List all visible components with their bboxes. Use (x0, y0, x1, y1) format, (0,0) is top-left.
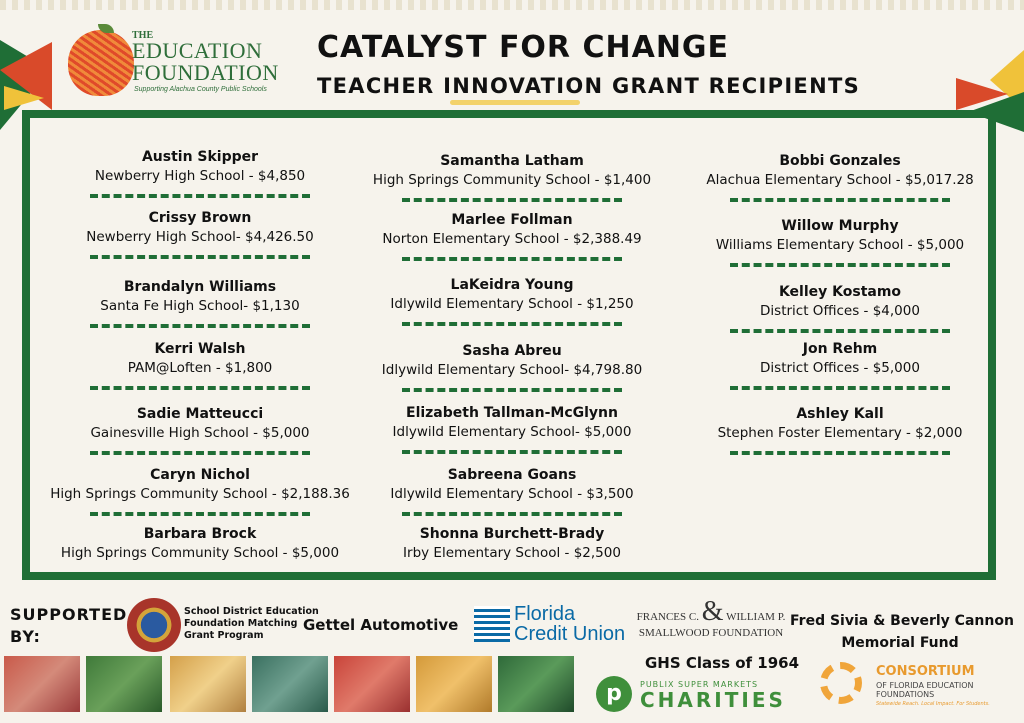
photo-image (4, 656, 80, 712)
recipients-column-3 (680, 152, 1000, 472)
recipient-detail: District Offices - $5,000 (760, 360, 920, 376)
recipient-detail: High Springs Community School - $2,188.36 (50, 486, 350, 502)
recipient-name: Samantha Latham (440, 153, 584, 169)
supported-line1: SUPPORTED (10, 605, 128, 624)
recipient-entry (352, 466, 672, 516)
dashed-divider (402, 198, 622, 202)
logo-education: EDUCATION (132, 38, 263, 63)
recipient-entry (40, 148, 360, 198)
dashed-divider (730, 198, 950, 202)
recipient-detail: Gainesville High School - $5,000 (90, 425, 310, 441)
district-sponsor (184, 606, 319, 642)
dashed-divider (90, 451, 310, 455)
recipient-detail: Idlywild Elementary School- $5,000 (392, 424, 632, 440)
fcu-sponsor (514, 604, 625, 644)
recipient-entry (680, 283, 1000, 333)
logo-foundation: FOUNDATION (132, 60, 279, 85)
photo-image (170, 656, 246, 712)
photo-image (86, 656, 162, 712)
consortium-line2: OF FLORIDA EDUCATION (876, 681, 974, 690)
publix-logo-icon: p (596, 676, 632, 712)
recipient-name: Willow Murphy (781, 218, 899, 234)
recipient-detail: PAM@Loften - $1,800 (127, 360, 273, 376)
page-subtitle: TEACHER INNOVATION GRANT RECIPIENTS (317, 74, 860, 98)
recipient-name: Kelley Kostamo (778, 284, 902, 300)
recipient-detail: High Springs Community School - $5,000 (60, 545, 340, 561)
dashed-divider (402, 257, 622, 261)
recipient-name: Kerri Walsh (154, 341, 246, 357)
recipient-name: Brandalyn Williams (123, 279, 277, 295)
dashed-divider (90, 194, 310, 198)
smallwood-sponsor (636, 596, 786, 641)
dashed-divider (402, 388, 622, 392)
recipient-entry (352, 342, 672, 392)
dashed-divider (402, 450, 622, 454)
logo-the: THE (132, 30, 154, 41)
district-line1: School District Education (184, 606, 319, 617)
recipient-name: Marlee Follman (451, 212, 573, 228)
recipient-entry (680, 405, 1000, 455)
fcu-line2: Credit Union (514, 623, 626, 645)
consortium-line3: FOUNDATIONS (876, 690, 935, 699)
subtitle-highlight (450, 100, 580, 105)
recipient-detail: Stephen Foster Elementary - $2,000 (717, 425, 963, 441)
consortium-subtitle (876, 681, 974, 699)
recipient-entry (40, 209, 360, 259)
photo-image (498, 656, 574, 712)
sivia-sponsor (790, 610, 1014, 654)
photo-image (334, 656, 410, 712)
dashed-divider (90, 255, 310, 259)
page-title: CATALYST FOR CHANGE (317, 30, 730, 65)
sivia-line2: Memorial Fund (841, 635, 959, 651)
smallwood-frances: FRANCES C. (636, 611, 699, 623)
recipients-column-1 (40, 148, 360, 568)
recipient-name: Shonna Burchett-Brady (419, 526, 605, 542)
gettel-sponsor: Gettel Automotive (303, 616, 459, 634)
dashed-divider (90, 386, 310, 390)
recipient-entry (352, 525, 672, 563)
recipient-detail: High Springs Community School - $1,400 (372, 172, 652, 188)
recipient-entry (40, 278, 360, 328)
dashed-divider (402, 322, 622, 326)
fcu-line1: Florida (514, 603, 576, 625)
recipient-detail: Alachua Elementary School - $5,017.28 (706, 172, 974, 188)
recipient-name: Barbara Brock (143, 526, 257, 542)
photo-image (416, 656, 492, 712)
recipient-entry (680, 152, 1000, 202)
recipient-detail: Santa Fe High School- $1,130 (100, 298, 300, 314)
recipient-detail: Norton Elementary School - $2,388.49 (382, 231, 642, 247)
smallwood-amp: & (701, 596, 724, 627)
recipient-name: Crissy Brown (148, 210, 252, 226)
logo-tagline: Supporting Alachua County Public Schools (134, 86, 267, 93)
dashed-divider (730, 329, 950, 333)
florida-seal-icon (127, 598, 181, 652)
dashed-divider (90, 324, 310, 328)
consortium-logo-icon (820, 662, 862, 704)
recipient-entry (40, 340, 360, 390)
recipient-detail: Newberry High School- $4,426.50 (86, 229, 314, 245)
recipient-name: Sabreena Goans (447, 467, 577, 483)
recipient-entry (40, 466, 360, 516)
dashed-divider (730, 386, 950, 390)
recipient-detail: Idlywild Elementary School - $1,250 (390, 296, 634, 312)
recipient-detail: Idlywild Elementary School- $4,798.80 (381, 362, 643, 378)
recipient-entry (40, 525, 360, 563)
district-line2: Foundation Matching (184, 618, 298, 629)
recipient-entry (352, 276, 672, 326)
education-foundation-logo (68, 24, 298, 102)
district-line3: Grant Program (184, 630, 264, 641)
recipient-detail: Irby Elementary School - $2,500 (403, 545, 621, 561)
recipient-entry (40, 405, 360, 455)
recipient-entry (680, 217, 1000, 267)
top-border-stripe (0, 0, 1024, 10)
photo-image (252, 656, 328, 712)
recipient-name: LaKeidra Young (450, 277, 574, 293)
recipient-entry (680, 340, 1000, 390)
consortium-tagline: Statewide Reach. Local Impact. For Students. (876, 701, 990, 707)
recipient-name: Jon Rehm (802, 341, 878, 357)
smallwood-line2: SMALLWOOD FOUNDATION (638, 627, 784, 639)
fcu-logo-icon (474, 606, 510, 642)
publix-small-text: PUBLIX SUPER MARKETS (640, 680, 759, 689)
dashed-divider (90, 512, 310, 516)
recipient-name: Elizabeth Tallman-McGlynn (406, 405, 618, 421)
recipient-detail: Idlywild Elementary School - $3,500 (390, 486, 634, 502)
recipient-entry (352, 211, 672, 261)
recipient-detail: Williams Elementary School - $5,000 (715, 237, 965, 253)
recipient-name: Caryn Nichol (150, 467, 250, 483)
recipient-detail: District Offices - $4,000 (760, 303, 920, 319)
smallwood-william: WILLIAM P. (726, 611, 786, 623)
consortium-title: CONSORTIUM (876, 664, 975, 679)
supported-line2: BY: (10, 627, 41, 646)
publix-charities: CHARITIES (640, 688, 786, 712)
recipient-entry (352, 152, 672, 202)
recipient-name: Sasha Abreu (462, 343, 562, 359)
recipient-name: Ashley Kall (796, 406, 884, 422)
supported-by-label (10, 604, 127, 648)
left-decoration-yellow (4, 86, 44, 110)
apple-icon (68, 30, 134, 96)
recipient-name: Sadie Matteucci (136, 406, 264, 422)
dashed-divider (730, 263, 950, 267)
smallwood-names (636, 596, 786, 627)
recipient-detail: Newberry High School - $4,850 (94, 168, 306, 184)
dashed-divider (402, 512, 622, 516)
recipients-column-2 (352, 152, 672, 572)
recipient-entry (352, 404, 672, 454)
dashed-divider (730, 451, 950, 455)
recipient-name: Austin Skipper (141, 149, 259, 165)
sivia-line1: Fred Sivia & Beverly Cannon (790, 613, 1014, 629)
ghs-sponsor: GHS Class of 1964 (645, 654, 800, 672)
recipient-name: Bobbi Gonzales (779, 153, 901, 169)
